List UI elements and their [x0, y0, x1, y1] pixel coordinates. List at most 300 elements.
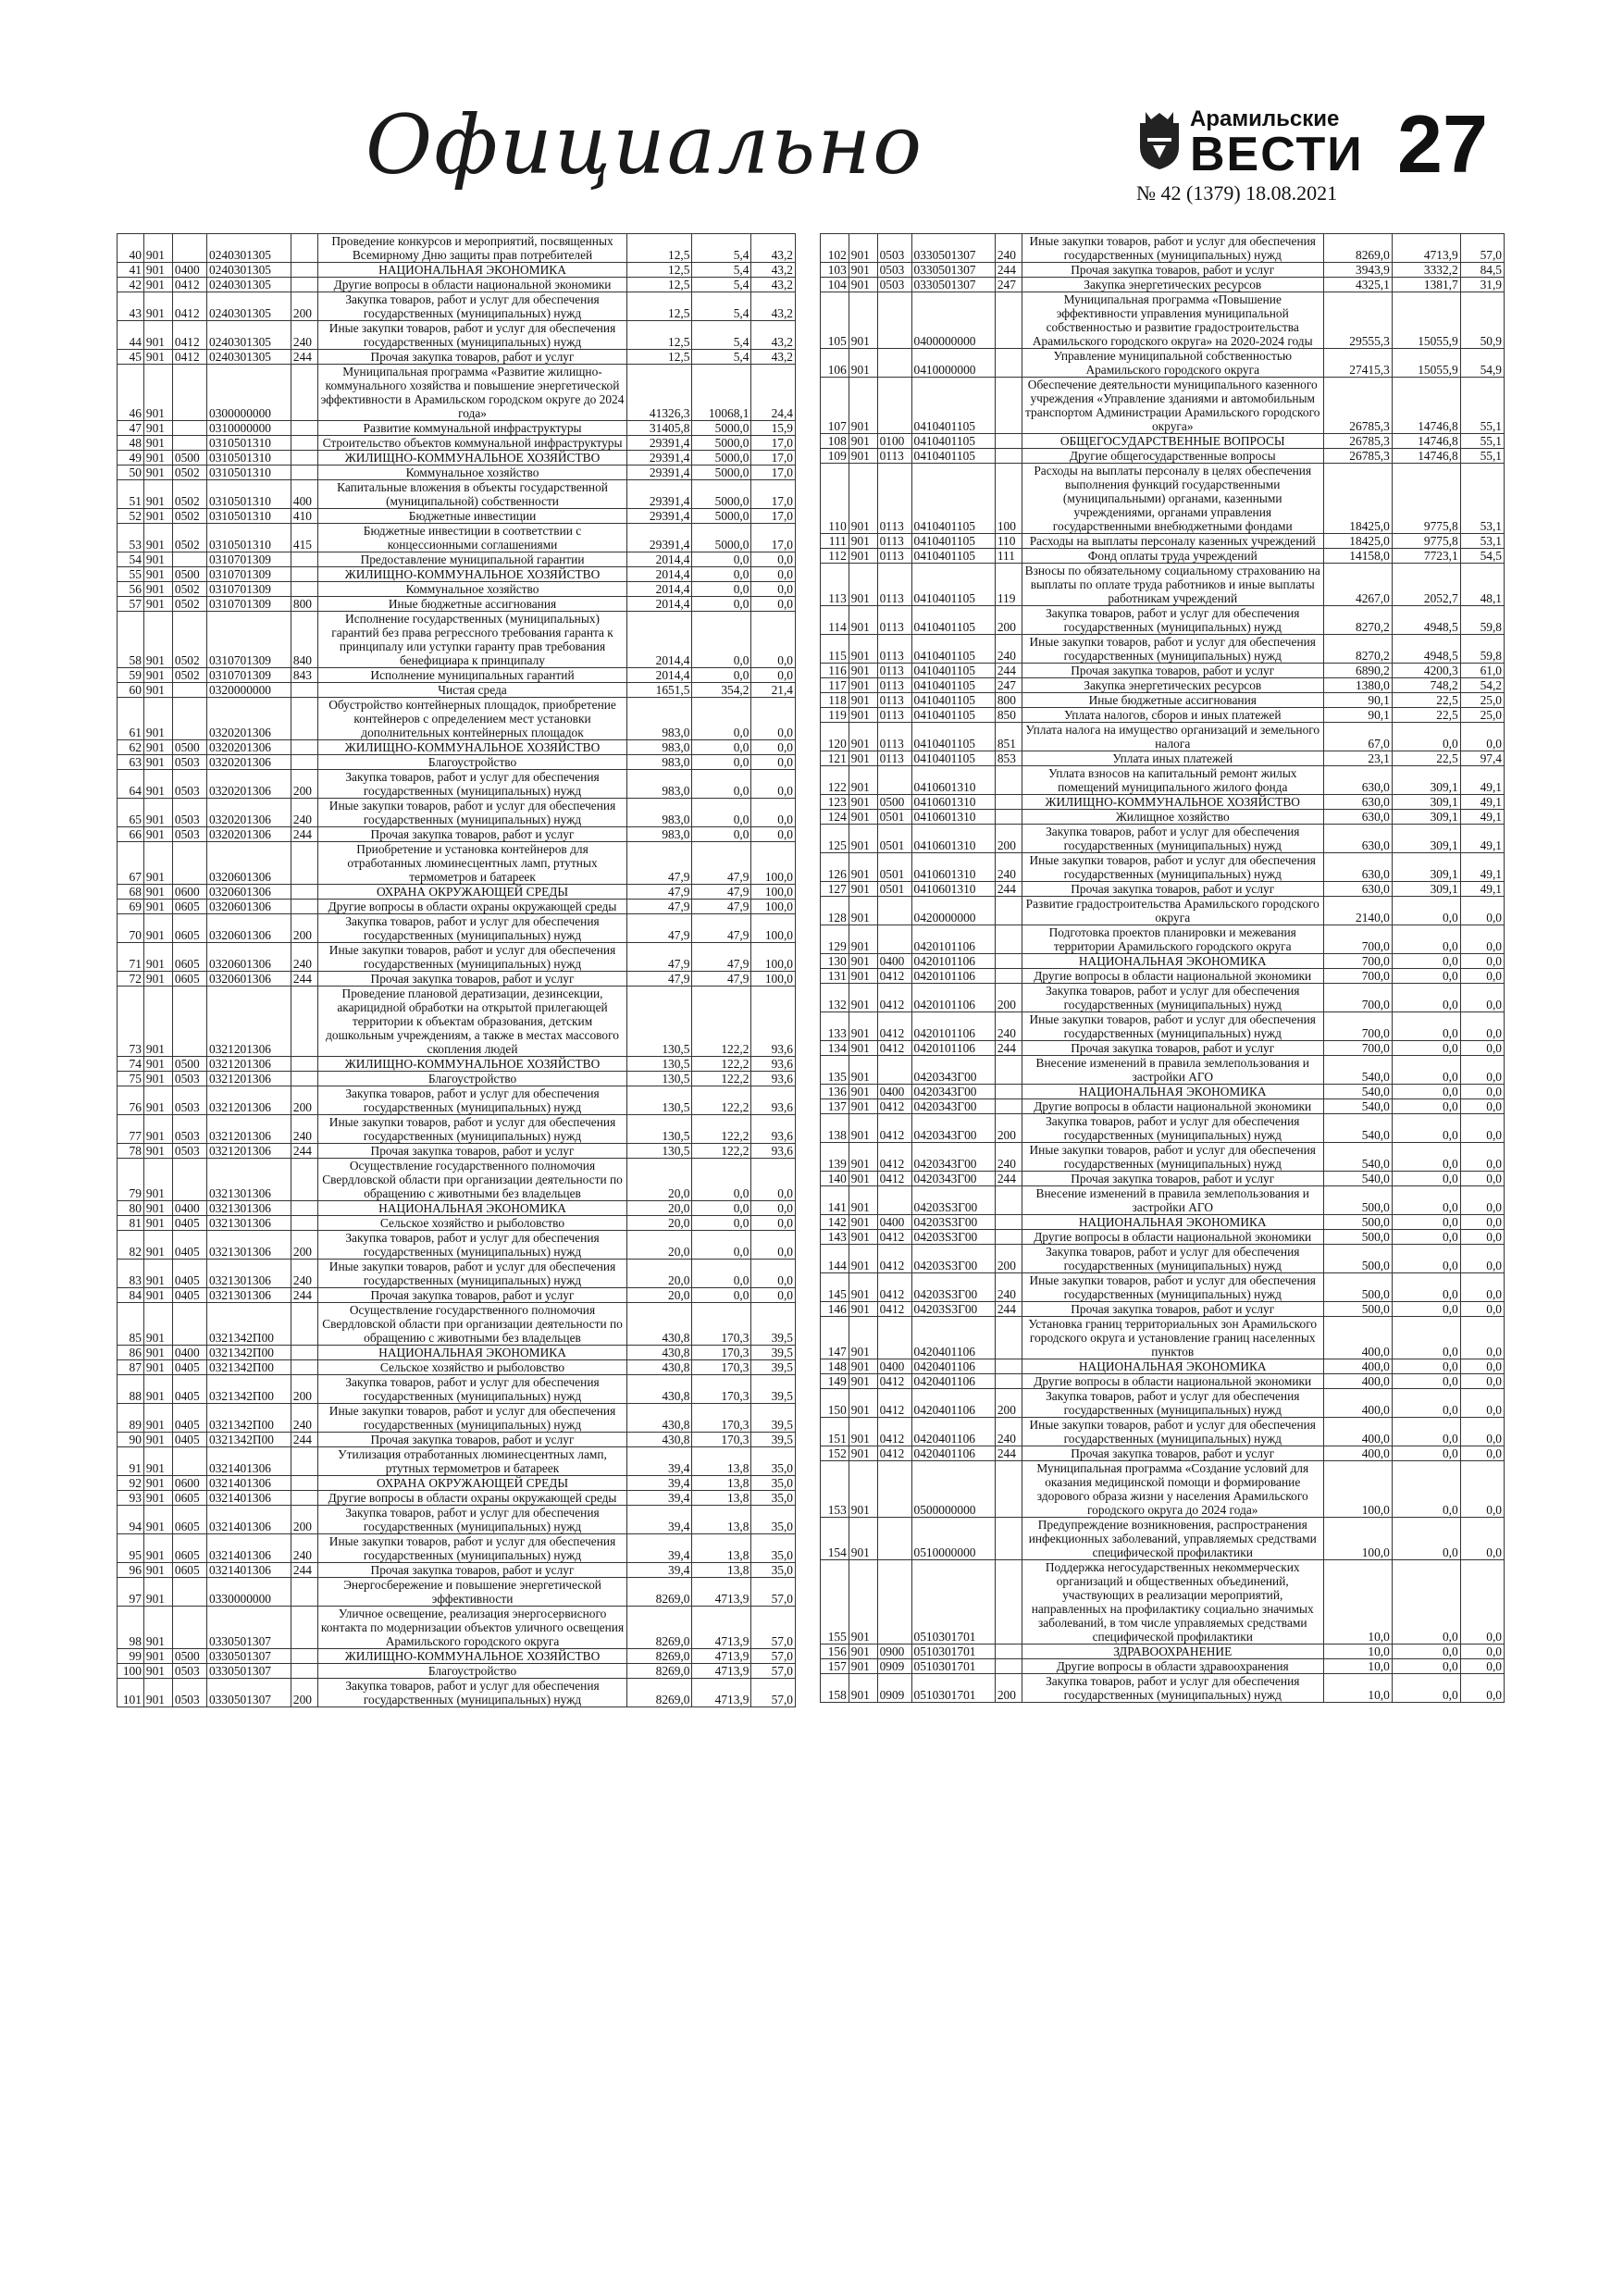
- cell-a: 901: [143, 292, 172, 321]
- cell-v3: 0,0: [751, 612, 796, 668]
- cell-v3: 0,0: [751, 567, 796, 582]
- cell-d: [995, 1461, 1022, 1518]
- cell-v3: 84,5: [1460, 263, 1504, 278]
- cell-name: Коммунальное хозяйство: [317, 465, 626, 480]
- cell-v1: 12,5: [627, 350, 692, 365]
- cell-c: 0410401105: [911, 534, 995, 549]
- cell-d: [995, 1560, 1022, 1644]
- cell-d: 200: [291, 1231, 317, 1260]
- table-row: [821, 853, 1505, 882]
- cell-v1: 20,0: [627, 1201, 692, 1216]
- cell-v1: 430,8: [627, 1360, 692, 1375]
- cell-name: Закупка товаров, работ и услуг для обеспечения государственных (муниципальных) нужд: [317, 292, 626, 321]
- cell-name: Иные закупки товаров, работ и услуг для обеспечения государственных (муниципальных) нужд: [1022, 1012, 1323, 1041]
- cell-a: 901: [143, 1216, 172, 1231]
- cell-v1: 29391,4: [627, 436, 692, 451]
- cell-c: 0321301306: [207, 1260, 291, 1288]
- cell-d: [995, 449, 1022, 464]
- cell-c: 0321401306: [207, 1563, 291, 1578]
- cell-a: 901: [143, 668, 172, 683]
- table-row: [821, 1099, 1505, 1114]
- cell-name: ЖИЛИЩНО-КОММУНАЛЬНОЕ ХОЗЯЙСТВО: [317, 451, 626, 465]
- cell-a: 901: [849, 825, 877, 853]
- cell-name: Прочая закупка товаров, работ и услуг: [317, 827, 626, 842]
- cell-v3: 43,2: [751, 234, 796, 263]
- cell-n: 55: [118, 567, 144, 582]
- cell-b: 0501: [877, 810, 911, 825]
- cell-n: 147: [821, 1317, 849, 1359]
- cell-c: 0310000000: [207, 421, 291, 436]
- cell-v1: 2014,4: [627, 567, 692, 582]
- table-row: [821, 234, 1505, 263]
- cell-a: 901: [849, 678, 877, 693]
- cell-b: [172, 365, 206, 421]
- cell-v3: 0,0: [1460, 1302, 1504, 1317]
- cell-d: [291, 421, 317, 436]
- cell-v3: 100,0: [751, 885, 796, 900]
- cell-v3: 39,5: [751, 1303, 796, 1346]
- cell-a: 901: [849, 606, 877, 635]
- cell-d: 244: [291, 972, 317, 987]
- cell-c: 0240301305: [207, 234, 291, 263]
- cell-n: 128: [821, 897, 849, 925]
- cell-name: Прочая закупка товаров, работ и услуг: [317, 350, 626, 365]
- cell-n: 154: [821, 1518, 849, 1560]
- cell-v3: 93,6: [751, 1057, 796, 1072]
- cell-b: 0605: [172, 1506, 206, 1534]
- cell-name: Иные закупки товаров, работ и услуг для обеспечения государственных (муниципальных) нужд: [1022, 1418, 1323, 1446]
- cell-name: ЖИЛИЩНО-КОММУНАЛЬНОЕ ХОЗЯЙСТВО: [317, 1057, 626, 1072]
- cell-v3: 43,2: [751, 278, 796, 292]
- cell-n: 103: [821, 263, 849, 278]
- table-row: [118, 1144, 796, 1159]
- cell-n: 143: [821, 1230, 849, 1245]
- cell-name: ЖИЛИЩНО-КОММУНАЛЬНОЕ ХОЗЯЙСТВО: [317, 740, 626, 755]
- cell-c: 0320601306: [207, 900, 291, 914]
- cell-v1: 400,0: [1323, 1374, 1392, 1389]
- cell-a: 901: [849, 534, 877, 549]
- cell-b: 0502: [172, 480, 206, 509]
- cell-n: 56: [118, 582, 144, 597]
- table-row: [118, 350, 796, 365]
- cell-v2: 47,9: [692, 914, 751, 943]
- cell-v3: 100,0: [751, 972, 796, 987]
- cell-c: 0400000000: [911, 292, 995, 349]
- cell-c: 0240301305: [207, 292, 291, 321]
- cell-name: Закупка товаров, работ и услуг для обеспечения государственных (муниципальных) нужд: [1022, 1389, 1323, 1418]
- cell-c: 0410401105: [911, 635, 995, 664]
- cell-n: 133: [821, 1012, 849, 1041]
- cell-d: 200: [995, 1674, 1022, 1703]
- cell-b: 0405: [172, 1433, 206, 1447]
- cell-v2: 0,0: [1392, 1560, 1460, 1644]
- cell-c: 0320201306: [207, 740, 291, 755]
- cell-n: 84: [118, 1288, 144, 1303]
- cell-a: 901: [849, 1389, 877, 1418]
- cell-v3: 0,0: [751, 1159, 796, 1201]
- cell-b: 0412: [877, 1374, 911, 1389]
- cell-b: 0400: [172, 263, 206, 278]
- cell-name: ЖИЛИЩНО-КОММУНАЛЬНОЕ ХОЗЯЙСТВО: [317, 1649, 626, 1664]
- cell-a: 901: [143, 321, 172, 350]
- cell-b: 0412: [877, 1114, 911, 1143]
- table-row: [118, 1607, 796, 1649]
- cell-d: 244: [995, 882, 1022, 897]
- cell-v3: 0,0: [1460, 1012, 1504, 1041]
- cell-b: 0605: [172, 1534, 206, 1563]
- cell-d: [995, 925, 1022, 954]
- table-row: [118, 900, 796, 914]
- cell-name: Обеспечение деятельности муниципального казенного учреждения «Управление зданиями и автомобильным транспортом Администрации Арамильского городского округа»: [1022, 378, 1323, 434]
- cell-d: [291, 1476, 317, 1491]
- cell-n: 135: [821, 1056, 849, 1085]
- cell-v1: 10,0: [1323, 1659, 1392, 1674]
- cell-b: 0113: [877, 664, 911, 678]
- cell-v3: 17,0: [751, 524, 796, 552]
- table-row: [821, 795, 1505, 810]
- cell-b: 0503: [877, 278, 911, 292]
- cell-v2: 0,0: [692, 755, 751, 770]
- cell-a: 901: [849, 1518, 877, 1560]
- cell-c: 0420401106: [911, 1374, 995, 1389]
- cell-v3: 0,0: [1460, 897, 1504, 925]
- cell-c: 0420343Г00: [911, 1099, 995, 1114]
- cell-v2: 170,3: [692, 1346, 751, 1360]
- cell-c: 0240301305: [207, 263, 291, 278]
- cell-name: Прочая закупка товаров, работ и услуг: [1022, 1446, 1323, 1461]
- table-row: [821, 1461, 1505, 1518]
- cell-a: 901: [143, 1404, 172, 1433]
- cell-name: Иные закупки товаров, работ и услуг для обеспечения государственных (муниципальных) нужд: [1022, 1143, 1323, 1172]
- cell-name: Другие общегосударственные вопросы: [1022, 449, 1323, 464]
- cell-b: 0113: [877, 564, 911, 606]
- cell-d: [995, 1099, 1022, 1114]
- table-row: [118, 1447, 796, 1476]
- cell-d: [291, 683, 317, 698]
- cell-d: 240: [995, 1418, 1022, 1446]
- cell-c: 0330501307: [207, 1679, 291, 1707]
- cell-name: Коммунальное хозяйство: [317, 582, 626, 597]
- cell-c: 0321301306: [207, 1201, 291, 1216]
- cell-a: 901: [849, 1215, 877, 1230]
- cell-v1: 983,0: [627, 827, 692, 842]
- cell-n: 131: [821, 969, 849, 984]
- cell-v3: 48,1: [1460, 564, 1504, 606]
- cell-c: 0410601310: [911, 882, 995, 897]
- cell-v1: 29555,3: [1323, 292, 1392, 349]
- cell-v3: 100,0: [751, 842, 796, 885]
- cell-c: 0410601310: [911, 766, 995, 795]
- cell-name: Иные закупки товаров, работ и услуг для обеспечения государственных (муниципальных) нужд: [1022, 853, 1323, 882]
- cell-c: 0410401105: [911, 693, 995, 708]
- cell-d: [995, 1644, 1022, 1659]
- cell-v2: 5000,0: [692, 421, 751, 436]
- cell-v3: 0,0: [1460, 1056, 1504, 1085]
- cell-v3: 0,0: [1460, 1114, 1504, 1143]
- cell-c: 0420101106: [911, 1012, 995, 1041]
- cell-name: Прочая закупка товаров, работ и услуг: [317, 1563, 626, 1578]
- cell-b: 0502: [172, 597, 206, 612]
- cell-d: [291, 1216, 317, 1231]
- cell-v1: 12,5: [627, 292, 692, 321]
- cell-n: 140: [821, 1172, 849, 1186]
- cell-name: Закупка товаров, работ и услуг для обеспечения государственных (муниципальных) нужд: [317, 1375, 626, 1404]
- cell-name: Другие вопросы в области охраны окружающей среды: [317, 1491, 626, 1506]
- cell-n: 77: [118, 1115, 144, 1144]
- table-row: [821, 1418, 1505, 1446]
- cell-n: 115: [821, 635, 849, 664]
- cell-v3: 0,0: [1460, 954, 1504, 969]
- cell-a: 901: [143, 683, 172, 698]
- cell-v2: 309,1: [1392, 825, 1460, 853]
- cell-c: 0410401105: [911, 751, 995, 766]
- cell-v3: 0,0: [751, 698, 796, 740]
- cell-v3: 100,0: [751, 914, 796, 943]
- cell-d: [995, 1374, 1022, 1389]
- cell-v3: 25,0: [1460, 693, 1504, 708]
- cell-n: 104: [821, 278, 849, 292]
- cell-v2: 0,0: [692, 770, 751, 799]
- cell-c: 0330000000: [207, 1578, 291, 1607]
- cell-c: 0320201306: [207, 827, 291, 842]
- cell-a: 901: [143, 234, 172, 263]
- cell-v2: 122,2: [692, 1057, 751, 1072]
- cell-a: 901: [143, 1360, 172, 1375]
- cell-v1: 27415,3: [1323, 349, 1392, 378]
- cell-name: Другие вопросы в области здравоохранения: [1022, 1659, 1323, 1674]
- table-row: [821, 1085, 1505, 1099]
- cell-v2: 47,9: [692, 885, 751, 900]
- cell-v1: 6890,2: [1323, 664, 1392, 678]
- cell-a: 901: [849, 1317, 877, 1359]
- cell-v2: 122,2: [692, 1144, 751, 1159]
- cell-d: 244: [995, 1172, 1022, 1186]
- cell-n: 78: [118, 1144, 144, 1159]
- cell-name: Другие вопросы в области охраны окружающей среды: [317, 900, 626, 914]
- cell-d: [291, 552, 317, 567]
- cell-name: ОХРАНА ОКРУЖАЮЩЕЙ СРЕДЫ: [317, 885, 626, 900]
- cell-v2: 0,0: [1392, 1215, 1460, 1230]
- cell-a: 901: [849, 1114, 877, 1143]
- cell-v2: 47,9: [692, 842, 751, 885]
- cell-b: [172, 987, 206, 1057]
- cell-v1: 39,4: [627, 1491, 692, 1506]
- cell-name: Проведение плановой дератизации, дезинсекции, акарицидной обработки на открытой прилегающей территории к объектам образования, детским дошкольным учреждениям, а также в местах массового скопления людей: [317, 987, 626, 1057]
- cell-b: 0113: [877, 606, 911, 635]
- cell-d: 244: [995, 1041, 1022, 1056]
- cell-b: 0113: [877, 693, 911, 708]
- cell-v3: 100,0: [751, 900, 796, 914]
- cell-a: 901: [849, 378, 877, 434]
- cell-v3: 0,0: [1460, 1374, 1504, 1389]
- cell-v1: 2014,4: [627, 582, 692, 597]
- table-row: [118, 612, 796, 668]
- cell-v2: 0,0: [1392, 969, 1460, 984]
- table-row: [118, 698, 796, 740]
- cell-d: [291, 1607, 317, 1649]
- cell-d: [291, 1303, 317, 1346]
- cell-n: 151: [821, 1418, 849, 1446]
- cell-n: 149: [821, 1374, 849, 1389]
- cell-a: 901: [143, 1086, 172, 1115]
- cell-n: 69: [118, 900, 144, 914]
- table-row: [118, 1433, 796, 1447]
- table-row: [821, 1518, 1505, 1560]
- cell-v2: 0,0: [1392, 1099, 1460, 1114]
- cell-v1: 540,0: [1323, 1085, 1392, 1099]
- cell-name: Строительство объектов коммунальной инфраструктуры: [317, 436, 626, 451]
- cell-c: 0310501310: [207, 524, 291, 552]
- cell-d: 410: [291, 509, 317, 524]
- cell-c: 0420343Г00: [911, 1172, 995, 1186]
- cell-b: 0412: [172, 292, 206, 321]
- cell-v3: 93,6: [751, 1072, 796, 1086]
- cell-c: 0310501310: [207, 465, 291, 480]
- cell-name: Иные закупки товаров, работ и услуг для обеспечения государственных (муниципальных) нужд: [317, 943, 626, 972]
- cell-v1: 3943,9: [1323, 263, 1392, 278]
- cell-n: 113: [821, 564, 849, 606]
- table-row: [118, 1288, 796, 1303]
- cell-d: [291, 1057, 317, 1072]
- cell-v1: 29391,4: [627, 451, 692, 465]
- cell-c: 0320601306: [207, 885, 291, 900]
- cell-v2: 4713,9: [692, 1664, 751, 1679]
- cell-n: 85: [118, 1303, 144, 1346]
- cell-v1: 630,0: [1323, 825, 1392, 853]
- cell-name: Прочая закупка товаров, работ и услуг: [317, 1288, 626, 1303]
- cell-n: 127: [821, 882, 849, 897]
- cell-name: Другие вопросы в области национальной экономики: [1022, 969, 1323, 984]
- table-row: [821, 751, 1505, 766]
- cell-c: 0410401105: [911, 678, 995, 693]
- cell-v2: 170,3: [692, 1404, 751, 1433]
- cell-d: 240: [995, 1273, 1022, 1302]
- cell-v3: 0,0: [1460, 1041, 1504, 1056]
- cell-n: 45: [118, 350, 144, 365]
- cell-n: 82: [118, 1231, 144, 1260]
- cell-v2: 0,0: [1392, 1245, 1460, 1273]
- cell-v1: 12,5: [627, 234, 692, 263]
- cell-v1: 8269,0: [627, 1664, 692, 1679]
- cell-v1: 540,0: [1323, 1114, 1392, 1143]
- cell-v2: 170,3: [692, 1433, 751, 1447]
- cell-d: 240: [291, 1115, 317, 1144]
- cell-v2: 0,0: [1392, 1143, 1460, 1172]
- cell-v2: 0,0: [1392, 1012, 1460, 1041]
- cell-a: 901: [143, 451, 172, 465]
- cell-d: 244: [291, 1433, 317, 1447]
- cell-n: 59: [118, 668, 144, 683]
- cell-name: Предоставление муниципальной гарантии: [317, 552, 626, 567]
- cell-b: 0405: [172, 1375, 206, 1404]
- cell-a: 901: [849, 1056, 877, 1085]
- table-row: [821, 1215, 1505, 1230]
- table-row: [118, 421, 796, 436]
- table-row: [821, 1041, 1505, 1056]
- cell-a: 901: [143, 827, 172, 842]
- cell-b: [877, 925, 911, 954]
- cell-c: 0321401306: [207, 1447, 291, 1476]
- cell-v2: 0,0: [692, 740, 751, 755]
- cell-a: 901: [849, 1560, 877, 1644]
- cell-n: 100: [118, 1664, 144, 1679]
- table-row: [821, 378, 1505, 434]
- cell-a: 901: [143, 1201, 172, 1216]
- cell-d: 200: [995, 825, 1022, 853]
- cell-v2: 0,0: [1392, 925, 1460, 954]
- cell-a: 901: [143, 1144, 172, 1159]
- cell-d: [995, 1359, 1022, 1374]
- cell-v3: 35,0: [751, 1491, 796, 1506]
- table-row: [821, 564, 1505, 606]
- cell-a: 901: [143, 1057, 172, 1072]
- cell-n: 88: [118, 1375, 144, 1404]
- cell-v2: 13,8: [692, 1476, 751, 1491]
- table-row: [118, 263, 796, 278]
- cell-d: [291, 698, 317, 740]
- cell-b: [172, 436, 206, 451]
- cell-b: 0605: [172, 1491, 206, 1506]
- cell-name: ЖИЛИЩНО-КОММУНАЛЬНОЕ ХОЗЯЙСТВО: [1022, 795, 1323, 810]
- cell-v1: 20,0: [627, 1231, 692, 1260]
- cell-a: 901: [143, 350, 172, 365]
- cell-v3: 0,0: [1460, 1418, 1504, 1446]
- cell-v2: 10068,1: [692, 365, 751, 421]
- table-row: [118, 1664, 796, 1679]
- cell-b: 0412: [172, 278, 206, 292]
- cell-b: [172, 234, 206, 263]
- cell-name: Иные закупки товаров, работ и услуг для обеспечения государственных (муниципальных) нужд: [1022, 635, 1323, 664]
- cell-d: 200: [291, 770, 317, 799]
- cell-c: 0321201306: [207, 1144, 291, 1159]
- cell-v1: 630,0: [1323, 766, 1392, 795]
- cell-name: Исполнение муниципальных гарантий: [317, 668, 626, 683]
- cell-d: 240: [291, 1404, 317, 1433]
- cell-b: 0113: [877, 708, 911, 723]
- cell-v2: 47,9: [692, 972, 751, 987]
- cell-n: 54: [118, 552, 144, 567]
- cell-d: [291, 263, 317, 278]
- table-row: [118, 1563, 796, 1578]
- cell-d: [291, 740, 317, 755]
- cell-b: 0412: [877, 1446, 911, 1461]
- cell-b: 0503: [172, 799, 206, 827]
- cell-a: 901: [143, 1072, 172, 1086]
- cell-v1: 2014,4: [627, 612, 692, 668]
- table-row: [821, 1659, 1505, 1674]
- cell-name: Исполнение государственных (муниципальных) гарантий без права регрессного требования гаранта к принципалу или уступки гаранту прав требования бенефициара к принципалу: [317, 612, 626, 668]
- cell-b: 0605: [172, 1563, 206, 1578]
- cell-v1: 4325,1: [1323, 278, 1392, 292]
- cell-n: 80: [118, 1201, 144, 1216]
- cell-c: 0240301305: [207, 278, 291, 292]
- cell-b: 0412: [877, 1099, 911, 1114]
- cell-b: 0605: [172, 972, 206, 987]
- cell-name: Прочая закупка товаров, работ и услуг: [1022, 882, 1323, 897]
- cell-c: 0321342П00: [207, 1360, 291, 1375]
- cell-v2: 309,1: [1392, 766, 1460, 795]
- cell-d: [291, 1072, 317, 1086]
- cell-v2: 0,0: [1392, 723, 1460, 751]
- cell-d: 240: [995, 635, 1022, 664]
- table-row: [821, 1317, 1505, 1359]
- cell-c: 0330501307: [207, 1664, 291, 1679]
- cell-c: 0410401105: [911, 549, 995, 564]
- cell-n: 79: [118, 1159, 144, 1201]
- cell-name: Осуществление государственного полномочия Свердловской области при организации деятельности по обращению с животными без владельцев: [317, 1159, 626, 1201]
- cell-v1: 8270,2: [1323, 635, 1392, 664]
- table-row: [118, 1476, 796, 1491]
